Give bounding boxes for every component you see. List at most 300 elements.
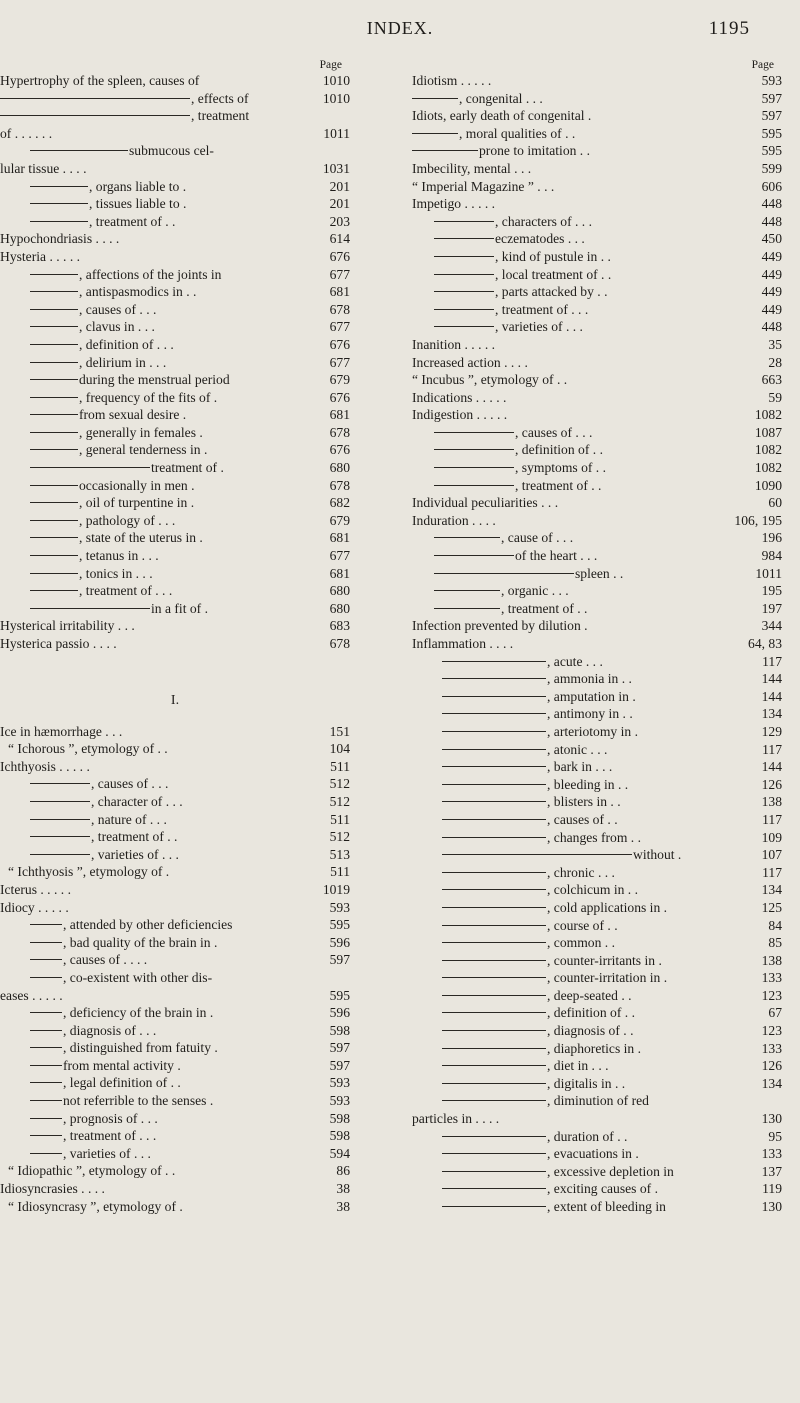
index-entry-text [434, 459, 606, 477]
index-entry-page: 677 [329, 266, 350, 282]
ditto-rule [442, 960, 546, 961]
ditto-rule [30, 309, 78, 310]
index-entry [0, 934, 350, 952]
index-entry-text [30, 494, 194, 512]
index-entry-text [434, 600, 587, 618]
index-entry-label: Inflammation . . . . [412, 636, 514, 651]
index-entry-page: 593 [761, 73, 782, 88]
index-entry-text [434, 318, 583, 336]
index-entry-page: 1010 [322, 73, 350, 88]
index-entry-text [30, 266, 221, 284]
index-entry-label: , generally in females . [79, 424, 203, 440]
index-entry-page: 109 [761, 829, 782, 845]
index-entry [412, 1110, 782, 1128]
index-entry-page: 683 [329, 618, 350, 634]
index-entry [412, 811, 782, 829]
index-entry-label: Infection prevented by dilution . [412, 618, 588, 634]
index-entry [0, 987, 350, 1005]
index-entry-label: , treatment of . . [501, 600, 588, 616]
index-entry [0, 494, 350, 512]
index-entry-label: , counter-irritants in . [547, 952, 662, 968]
index-entry-label: Idiots, early death of congenital . [412, 108, 592, 124]
index-entry-text [412, 336, 495, 354]
ditto-rule [442, 977, 546, 978]
index-entry-text [0, 723, 122, 741]
index-entry-text [442, 758, 612, 776]
index-entry [412, 653, 782, 671]
index-entry [0, 336, 350, 354]
index-entry-label: , effects of [191, 90, 249, 106]
index-entry-page: 512 [329, 829, 350, 845]
index-entry [0, 529, 350, 547]
index-entry [412, 406, 782, 424]
index-entry-page: 597 [329, 1057, 350, 1073]
ditto-rule [442, 766, 546, 767]
index-entry-text [30, 441, 207, 459]
index-entry-text [30, 846, 179, 864]
index-entry-label: of . . . . . . [0, 125, 53, 141]
ditto-rule [434, 590, 500, 591]
index-entry [412, 741, 782, 759]
index-entry-page: 129 [761, 723, 782, 739]
ditto-rule [30, 397, 78, 398]
index-entry-text [442, 653, 603, 671]
index-entry-label: from mental activity . [63, 1057, 181, 1073]
index-entry [412, 494, 782, 512]
index-entry-text [412, 178, 554, 196]
index-entry-label: Hysterica passio . . . . [0, 636, 117, 651]
index-entry [412, 441, 782, 459]
index-entry [412, 529, 782, 547]
ditto-rule [434, 467, 514, 468]
index-entry-label: , bark in . . . [547, 759, 613, 775]
ditto-rule [434, 537, 500, 538]
index-entry-page: 119 [762, 1181, 782, 1197]
index-entry-text [30, 600, 208, 618]
index-entry-page: 593 [329, 899, 350, 915]
index-entry-label: Indigestion . . . . . [412, 407, 508, 423]
index-entry-page: 201 [329, 178, 350, 194]
ditto-rule [30, 1047, 62, 1048]
index-entry-page: 680 [329, 600, 350, 616]
index-entry-label: , organic . . . [501, 583, 569, 599]
ditto-rule [442, 1100, 546, 1101]
index-entry-text [0, 987, 63, 1005]
index-entry-text [434, 441, 603, 459]
index-entry-label: , state of the uterus in . [79, 530, 203, 546]
index-entry-label: , treatment of . . [89, 213, 176, 229]
index-entry [412, 160, 782, 178]
index-entry-label: , deep-seated . . [547, 987, 632, 1003]
ditto-rule [30, 203, 88, 204]
index-entry-page: 126 [761, 776, 782, 792]
index-entry-label: , chronic . . . [547, 864, 615, 880]
index-entry-page: 679 [329, 512, 350, 528]
ditto-rule [0, 115, 190, 116]
index-entry-page: 511 [330, 811, 350, 827]
index-entry-label: Hypochondriasis . . . . [0, 231, 120, 247]
index-entry-page: 134 [761, 706, 782, 722]
index-entry-page: 598 [329, 1110, 350, 1126]
index-entry-page: 134 [761, 1075, 782, 1091]
index-entry-label: , distinguished from fatuity . [63, 1040, 218, 1056]
index-entry-text [442, 917, 618, 935]
index-entry [412, 617, 782, 635]
index-entry [412, 582, 782, 600]
index-entry-label: in a fit of . [151, 600, 209, 616]
index-entry-text [30, 354, 166, 372]
ditto-rule [30, 186, 88, 187]
index-entry-label: , varieties of . . . [63, 1145, 151, 1161]
index-entry-text [412, 72, 491, 90]
ditto-rule [442, 678, 546, 679]
ditto-rule [30, 520, 78, 521]
index-entry-label: Idiotism . . . . . [412, 73, 492, 88]
index-entry-label: , tissues liable to . [89, 196, 187, 212]
index-entry-text [442, 952, 662, 970]
index-entry-label: , deficiency of the brain in . [63, 1005, 214, 1021]
index-entry-page: 95 [768, 1128, 782, 1144]
index-entry-label: , delirium in . . . [79, 354, 167, 370]
index-entry-page: 1082 [754, 460, 782, 476]
index-entry-page: 984 [761, 548, 782, 564]
index-entry-text [30, 1039, 218, 1057]
index-entry-text [30, 775, 168, 793]
index-entry [412, 1092, 782, 1110]
ditto-rule [30, 783, 90, 784]
ditto-rule [412, 150, 478, 151]
index-entry-label: Imbecility, mental . . . [412, 160, 532, 176]
index-entry-label: , moral qualities of . . [459, 125, 576, 141]
ditto-rule [30, 1135, 62, 1136]
index-entry [0, 1127, 350, 1145]
index-entry-page: 512 [329, 793, 350, 809]
ditto-rule [442, 837, 546, 838]
index-entry-label: , diminution of red [547, 1093, 649, 1109]
index-entry-page: 511 [330, 864, 350, 880]
index-entry-text [0, 72, 199, 90]
index-entry [412, 899, 782, 917]
ditto-rule [30, 449, 78, 450]
index-entry [0, 1074, 350, 1092]
index-entry-page: 67 [768, 1005, 782, 1021]
index-entry-label: , ammonia in . . [547, 671, 632, 687]
index-entry-page: 151 [329, 723, 350, 739]
ditto-rule [30, 502, 78, 503]
ditto-rule [30, 150, 128, 151]
index-entry-label: , colchicum in . . [547, 882, 638, 898]
index-entry-text [30, 1004, 213, 1022]
index-entry-page: 597 [761, 108, 782, 124]
index-entry [0, 107, 350, 125]
ditto-rule [442, 713, 546, 714]
index-entry-text [30, 336, 174, 354]
index-entry-text [442, 776, 628, 794]
index-entry-text [442, 1004, 635, 1022]
index-entry [412, 125, 782, 143]
index-entry-label: , local treatment of . . [495, 266, 612, 282]
ditto-rule [434, 326, 494, 327]
index-entry-page: 678 [329, 477, 350, 493]
ditto-rule [30, 1153, 62, 1154]
index-entry-label: , duration of . . [547, 1128, 628, 1144]
index-entry-label: particles in . . . . [412, 1111, 500, 1127]
index-entry-text [434, 230, 585, 248]
index-entry [0, 389, 350, 407]
index-entry-label: , arteriotomy in . [547, 723, 638, 739]
ditto-rule [442, 819, 546, 820]
index-entry-text [442, 987, 632, 1005]
index-entry-text [30, 582, 172, 600]
index-entry-text [30, 811, 167, 829]
ditto-rule [434, 432, 514, 433]
index-entry-page: 598 [329, 1128, 350, 1144]
index-entry-label: , causes of . . . [515, 424, 593, 440]
index-entry [412, 336, 782, 354]
index-entry [412, 846, 782, 864]
index-entry-label: , treatment of . . [91, 829, 178, 845]
index-entry-label: , diagnosis of . . . [63, 1022, 157, 1038]
index-entry-page: 84 [768, 917, 782, 933]
index-entry-text [442, 881, 638, 899]
index-entry [412, 354, 782, 372]
index-entry-label: , definition of . . [547, 1005, 635, 1021]
index-entry [412, 371, 782, 389]
ditto-rule [30, 608, 150, 609]
ditto-rule [442, 784, 546, 785]
index-entry [0, 266, 350, 284]
index-entry-label: , exciting causes of . [547, 1181, 658, 1197]
index-entry [0, 1162, 350, 1180]
index-entry-page: 595 [761, 125, 782, 141]
index-entry-text [30, 969, 212, 987]
index-entry [0, 1145, 350, 1163]
index-entry [0, 424, 350, 442]
index-entry [0, 600, 350, 618]
index-entry-label: Ice in hæmorrhage . . . [0, 723, 123, 739]
index-entry [0, 1180, 350, 1198]
index-entry-text [434, 301, 588, 319]
index-entry-page: 107 [761, 847, 782, 863]
index-entry-text [30, 1074, 181, 1092]
ditto-rule [30, 801, 90, 802]
index-entry [412, 1057, 782, 1075]
ditto-rule [434, 274, 494, 275]
ditto-rule [434, 449, 514, 450]
index-entry-text [30, 195, 186, 213]
index-entry-page: 681 [329, 530, 350, 546]
index-entry-label: , treatment of . . . [63, 1128, 157, 1144]
index-entry-page: 599 [761, 160, 782, 176]
index-entry-page: 448 [761, 196, 782, 212]
index-entry-text [30, 178, 186, 196]
index-column-right [412, 58, 782, 1216]
index-entry-label: during the menstrual period [79, 372, 230, 388]
index-entry-label: Hypertrophy of the spleen, causes of [0, 73, 200, 88]
index-entry-label: “ Incubus ”, etymology of . . [412, 372, 568, 388]
index-entry-text [412, 617, 588, 635]
index-entry-page: 676 [329, 389, 350, 405]
index-entry-label: eczematodes . . . [495, 231, 585, 247]
index-entry-page: 679 [329, 372, 350, 388]
index-entry [0, 283, 350, 301]
index-entry-label: Individual peculiarities . . . [412, 495, 559, 511]
index-entry-label: “ Ichthyosis ”, etymology of . [8, 864, 170, 880]
index-entry [0, 318, 350, 336]
index-entry-page: 85 [768, 935, 782, 951]
index-entry-text [8, 1162, 175, 1180]
index-entry [0, 72, 350, 90]
index-entry-text [442, 811, 618, 829]
index-entry-page: 513 [329, 846, 350, 862]
index-entry-text [30, 565, 153, 583]
ditto-rule [30, 924, 62, 925]
index-entry-text [30, 283, 196, 301]
ditto-rule [30, 485, 78, 486]
index-entry [412, 934, 782, 952]
ditto-rule [0, 98, 190, 99]
index-entry-text [0, 899, 69, 917]
index-entry-label: lular tissue . . . . [0, 160, 87, 176]
index-entry-text [8, 1198, 183, 1216]
index-entry-label: submucous cel- [129, 143, 214, 159]
index-entry [412, 881, 782, 899]
index-entry [412, 969, 782, 987]
ditto-rule [30, 836, 90, 837]
ditto-rule [442, 1083, 546, 1084]
index-entry-text [442, 1022, 633, 1040]
index-entry-page: 117 [762, 653, 782, 669]
index-entry-label: , congenital . . . [459, 90, 543, 106]
index-entry-label: , varieties of . . . [495, 319, 583, 335]
index-entry-label: , kind of pustule in . . [495, 248, 611, 264]
index-entry [0, 1057, 350, 1075]
index-entry-page: 614 [329, 231, 350, 247]
index-entry [0, 301, 350, 319]
ditto-rule [30, 1118, 62, 1119]
index-entry-page: 1011 [323, 125, 350, 141]
index-entry [412, 600, 782, 618]
index-entry-page: 126 [761, 1058, 782, 1074]
index-entry-page: 1082 [754, 407, 782, 423]
index-entry-text [30, 512, 175, 530]
index-entry [412, 459, 782, 477]
ditto-rule [30, 344, 78, 345]
ditto-rule [442, 749, 546, 750]
index-entry [412, 477, 782, 495]
index-entry-text [434, 477, 601, 495]
index-entry-label: prone to imitation . . [479, 143, 591, 159]
index-entry-label: spleen . . [575, 565, 624, 581]
index-entry-text [8, 863, 169, 881]
index-entry-text [30, 1145, 151, 1163]
index-entry-text [442, 864, 615, 882]
index-entry-label: eases . . . . . [0, 987, 63, 1003]
index-entry-page: 680 [329, 583, 350, 599]
index-entry-page: 1082 [754, 442, 782, 458]
index-entry-text [442, 1040, 641, 1058]
ditto-rule [442, 1030, 546, 1031]
index-entry-text [442, 829, 641, 847]
index-entry-page: 676 [329, 442, 350, 458]
index-entry-text [30, 1022, 156, 1040]
index-entry [0, 354, 350, 372]
index-entry-text [412, 494, 558, 512]
index-entry-label: Idiocy . . . . . [0, 899, 69, 915]
index-entry-label: , general tenderness in . [79, 442, 208, 458]
index-entry-text [30, 547, 159, 565]
running-head-title: INDEX. [366, 18, 434, 38]
index-entry-label: , common . . [547, 935, 615, 951]
index-entry-page: 1087 [754, 424, 782, 440]
index-entry-text [0, 90, 249, 108]
index-entry-label: , nature of . . . [91, 811, 167, 827]
index-entry-page: 511 [330, 758, 350, 774]
index-entry [0, 459, 350, 477]
index-entry-label: , treatment of . . [515, 477, 602, 493]
ditto-rule [30, 537, 78, 538]
index-entry [0, 635, 350, 653]
index-entry-label: , tetanus in . . . [79, 548, 159, 564]
index-entry [0, 1198, 350, 1216]
index-entry-label: , cause of . . . [501, 530, 574, 546]
index-entry [412, 1145, 782, 1163]
index-entry-label: Ichthyosis . . . . . [0, 758, 90, 774]
ditto-rule [442, 1206, 546, 1207]
index-entry [0, 1092, 350, 1110]
index-entry-text [434, 547, 597, 565]
index-entry-page: 203 [329, 213, 350, 229]
index-entry-page: 677 [329, 548, 350, 564]
index-entry [0, 371, 350, 389]
index-entry [412, 230, 782, 248]
index-entry-text [434, 283, 608, 301]
index-entry-text [0, 617, 135, 635]
index-entry-text [30, 477, 195, 495]
index-entry [0, 90, 350, 108]
index-entry-text [30, 459, 224, 477]
index-entry-page: 681 [329, 284, 350, 300]
index-entry [412, 142, 782, 160]
index-entry [412, 1163, 782, 1181]
index-entry-text [0, 881, 71, 899]
index-entry-label: without . [633, 847, 682, 863]
index-entry-label: Idiosyncrasies . . . . [0, 1181, 105, 1197]
index-entry-page: 594 [329, 1145, 350, 1161]
index-entry-text [8, 740, 168, 758]
index-entry [0, 125, 350, 143]
index-entry-page: 676 [329, 248, 350, 264]
index-entry-label: Inanition . . . . . [412, 336, 496, 352]
index-entry-page: 144 [761, 759, 782, 775]
index-entry [412, 758, 782, 776]
index-entry-page: 104 [329, 741, 350, 757]
index-entry [412, 301, 782, 319]
index-entry [0, 1110, 350, 1128]
index-entry-text [434, 213, 592, 231]
index-entry [0, 1039, 350, 1057]
index-entry-page: 117 [762, 741, 782, 757]
index-entry [0, 916, 350, 934]
ditto-rule [442, 1188, 546, 1189]
ditto-rule [442, 995, 546, 996]
index-entry-label: , diet in . . . [547, 1058, 609, 1074]
index-entry [412, 829, 782, 847]
index-entry-label: , affections of the joints in [79, 266, 222, 282]
index-entry [412, 1075, 782, 1093]
ditto-rule [30, 819, 90, 820]
index-entry-text [412, 160, 531, 178]
